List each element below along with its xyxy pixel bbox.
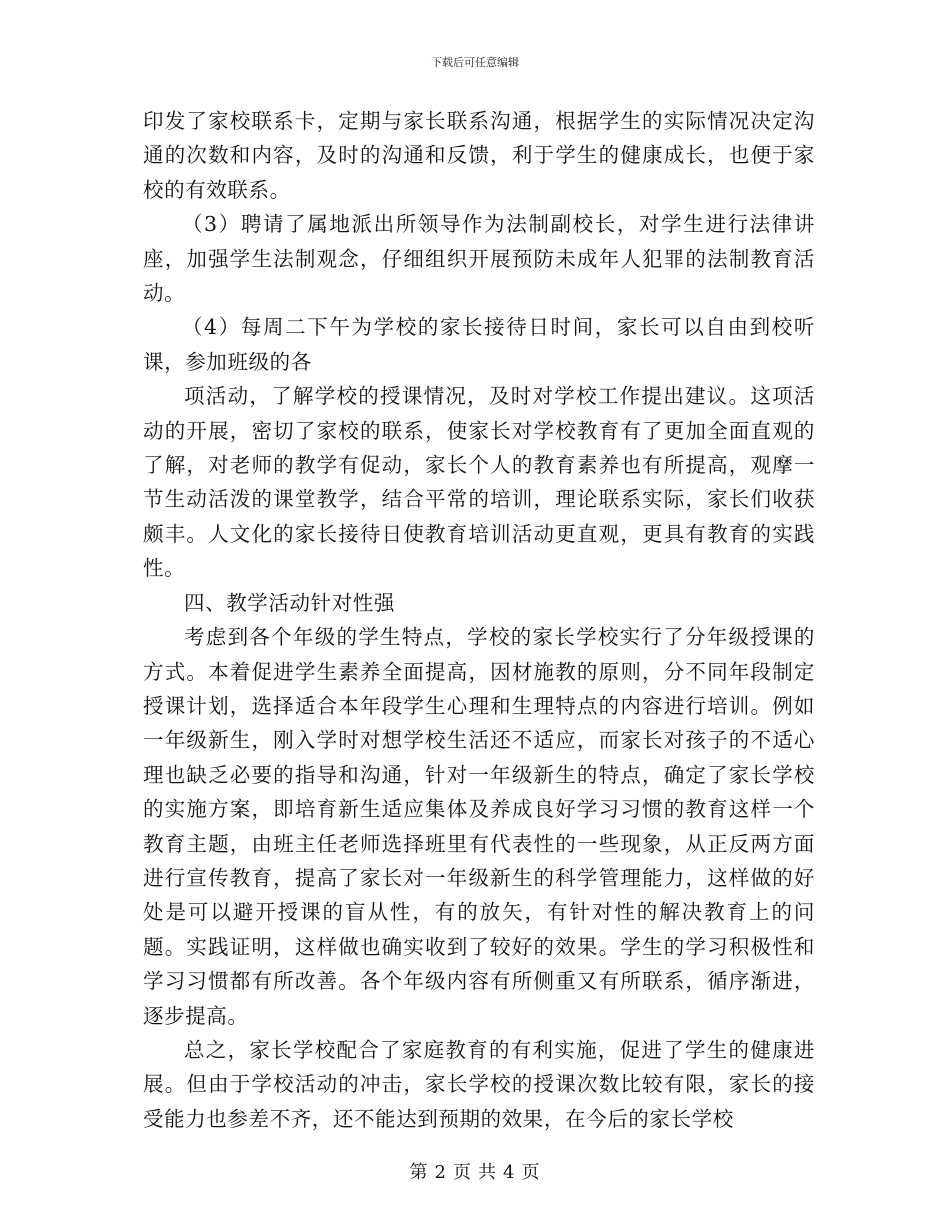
paragraph-grade-teaching: 考虑到各个年级的学生特点，学校的家长学校实行了分年级授课的方式。本着促进学生素养全面提高，因材施教的原则，分不同年段制定授课计划，选择适合本年段学生心理和生理特点的内容进行培训。例如一年级新生，刚入学时对想学校生活还不适应，而家长对孩子的不适心理也缺乏必要的指导和沟通，针对一年级新生的特点，确定了家长学校的实施方案，即培育新生适应集体及养成良好学习习惯的教育这样一个教育主题，由班主任老师选择班里有代表性的一些现象，从正反两方面进行宣传教育，提高了家长对一年级新生的科学管理能力，这样做的好处是可以避开授课的盲从性，有的放矢，有针对性的解决教育上的问题。实践证明，这样做也确实收到了较好的效果。学生的学习积极性和学习习惯都有所改善。各个年级内容有所侧重又有所联系，循序渐进，逐步提高。	[143, 625, 815, 1028]
page-header-note: 下载后可任意编辑	[431, 56, 519, 69]
section-heading-4: 四、教学活动针对性强	[184, 590, 395, 615]
page-footer	[0, 1158, 950, 1184]
paragraph-item-4: （4）每周二下午为学校的家长接待日时间，家长可以自由到校听课，参加班级的各	[143, 315, 815, 374]
document-body	[143, 104, 815, 1136]
paragraph-continuation: 印发了家校联系卡，定期与家长联系沟通，根据学生的实际情况决定沟通的次数和内容，及时的沟通和反馈，利于学生的健康成长，也便于家校的有效联系。	[143, 109, 815, 202]
footer-page-number: 2	[434, 1162, 447, 1183]
paragraph-activities: 项活动，了解学校的授课情况，及时对学校工作提出建议。这项活动的开展，密切了家校的联系，使家长对学校教育有了更加全面直观的了解，对老师的教学有促动，家长个人的教育素养也有所提高，观摩一节生动活泼的课堂教学，结合平常的培训，理论联系实际，家长们收获颇丰。人文化的家长接待日使教育培训活动更直观，更具有教育的实践性。	[143, 384, 815, 581]
footer-suffix: 页	[521, 1162, 541, 1183]
footer-page-label: 页	[453, 1162, 472, 1183]
paragraph-item-3: （3）聘请了属地派出所领导作为法制副校长，对学生进行法律讲座，加强学生法制观念，仔细组织开展预防未成年人犯罪的法制教育活动。	[143, 212, 815, 306]
footer-total-label: 共	[478, 1162, 497, 1183]
footer-total-pages: 4	[503, 1162, 516, 1183]
footer-prefix: 第	[409, 1162, 429, 1183]
paragraph-summary: 总之，家长学校配合了家庭教育的有利实施，促进了学生的健康进展。但由于学校活动的冲击，家长学校的授课次数比较有限，家长的接受能力也参差不齐，还不能达到预期的效果，在今后的家长学校	[143, 1037, 815, 1131]
